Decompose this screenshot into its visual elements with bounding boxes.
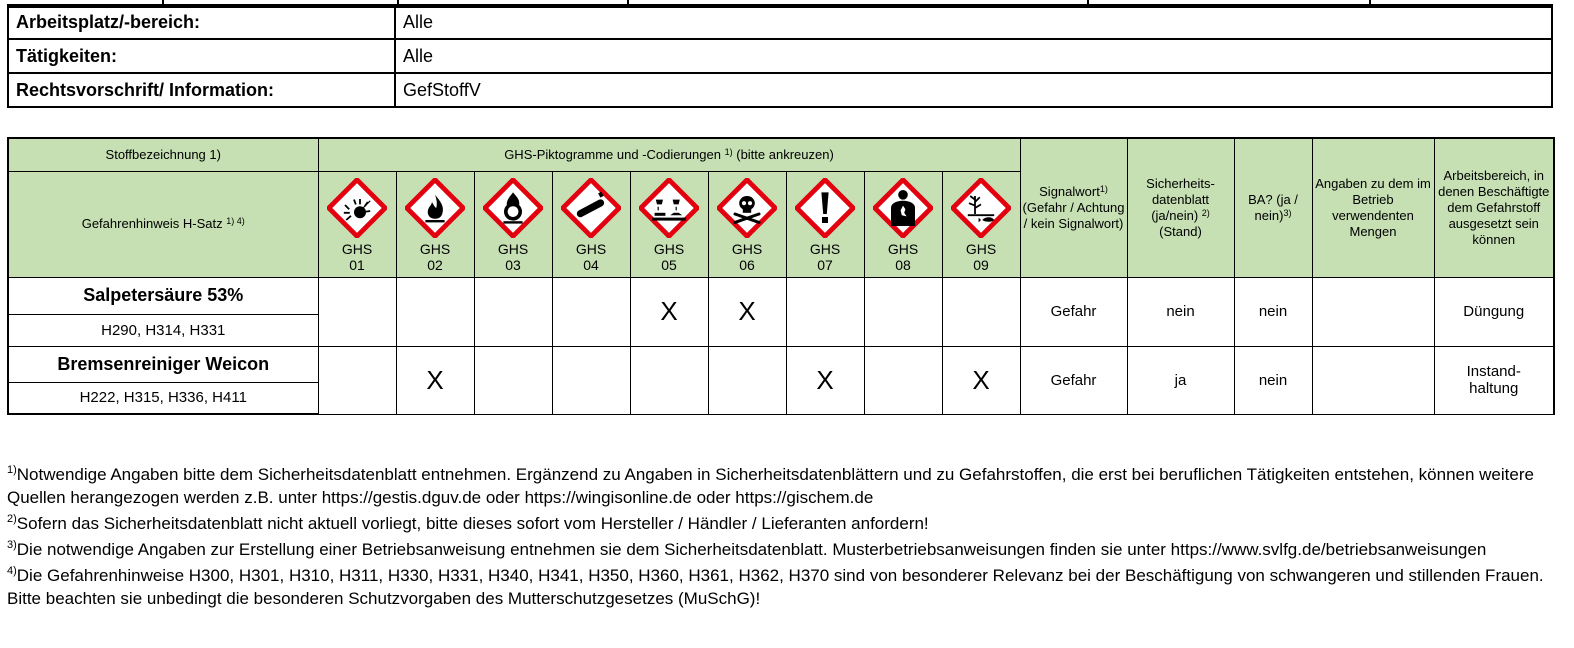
header-gefahrenhinweis: Gefahrenhinweis H-Satz $^{1) 4)}$ — [8, 171, 318, 277]
mengen-cell — [1312, 346, 1434, 414]
sdb-cell: nein — [1127, 277, 1234, 346]
ghs-mark-cell — [318, 346, 396, 414]
flame-icon — [405, 178, 465, 238]
ghs-mark-cell — [396, 277, 474, 346]
substance-table — [7, 137, 1555, 415]
arbeitsbereich-cell: Instand- haltung — [1434, 346, 1554, 414]
info-key: Tätigkeiten: — [8, 39, 395, 73]
info-value: GefStoffV — [395, 73, 1552, 107]
footnote-3: $^{3)}$Die notwendige Angaben zur Erstellung einer Betriebsanweisung entnehmen sie dem Sicherheitsdatenblatt. Musterbetriebsanweisungen finden sie unter https://www.svlfg.de/betriebsanweisungen — [7, 539, 1487, 559]
header-sicherheitsdatenblatt: Sicherheits-datenblatt (ja/nein) $^{2)}$ (Stand) — [1127, 138, 1234, 277]
info-key: Arbeitsplatz/-bereich: — [8, 5, 395, 39]
ghs-mark-cell: X — [786, 346, 864, 414]
info-row-rechtsvorschrift — [8, 73, 1552, 107]
ghs-mark-cell — [786, 277, 864, 346]
environment-icon — [951, 178, 1011, 238]
sdb-cell: ja — [1127, 346, 1234, 414]
signalwort-cell: Gefahr — [1020, 346, 1127, 414]
ghs-mark-cell — [864, 346, 942, 414]
ghs-mark-cell — [708, 346, 786, 414]
ghs-mark-cell — [318, 277, 396, 346]
info-value: Alle — [395, 39, 1552, 73]
header-signalwort: Signalwort$^{1)}$ (Gefahr / Achtung / kein Signalwort) — [1020, 138, 1127, 277]
ghs-mark-cell: X — [708, 277, 786, 346]
ghs-02-header: GHS 02 — [396, 171, 474, 277]
substance-name: Salpetersäure 53% — [8, 277, 318, 314]
ba-cell: nein — [1234, 277, 1312, 346]
info-value: Alle — [395, 5, 1552, 39]
footnote-2: $^{2)}$Sofern das Sicherheitsdatenblatt nicht aktuell vorliegt, bitte dieses sofort vom Hersteller / Händler / Lieferanten anfordern! — [7, 513, 929, 533]
ba-cell: nein — [1234, 346, 1312, 414]
header-arbeitsbereich: Arbeitsbereich, in denen Beschäftigte dem Gefahrstoff ausgesetzt sein können — [1434, 138, 1554, 277]
ghs-mark-cell — [942, 277, 1020, 346]
h-codes: H222, H315, H336, H411 — [8, 382, 318, 414]
table-row — [8, 277, 1554, 314]
ghs-06-header: GHS 06 — [708, 171, 786, 277]
info-row-taetigkeiten — [8, 39, 1552, 73]
ghs-07-header: GHS 07 — [786, 171, 864, 277]
ghs-mark-cell — [474, 346, 552, 414]
gas-cylinder-icon — [561, 178, 621, 238]
ghs-mark-cell: X — [630, 277, 708, 346]
info-table — [7, 4, 1553, 108]
header-ba: BA? (ja / nein)$^{3)}$ — [1234, 138, 1312, 277]
footnotes — [7, 463, 1557, 613]
flame-over-circle-icon — [483, 178, 543, 238]
skull-crossbones-icon — [717, 178, 777, 238]
ghs-03-header: GHS 03 — [474, 171, 552, 277]
table-row — [8, 346, 1554, 382]
ghs-mark-cell: X — [396, 346, 474, 414]
ghs-mark-cell: X — [942, 346, 1020, 414]
substance-name: Bremsenreiniger Weicon — [8, 346, 318, 382]
ghs-mark-cell — [864, 277, 942, 346]
mengen-cell — [1312, 277, 1434, 346]
exclamation-mark-icon — [795, 178, 855, 238]
ghs-01-header: GHS 01 — [318, 171, 396, 277]
ghs-mark-cell — [552, 346, 630, 414]
ghs-08-header: GHS 08 — [864, 171, 942, 277]
arbeitsbereich-cell: Düngung — [1434, 277, 1554, 346]
ghs-05-header: GHS 05 — [630, 171, 708, 277]
corrosion-icon — [639, 178, 699, 238]
footnote-4: $^{4)}$Die Gefahrenhinweise H300, H301, H310, H311, H330, H331, H340, H341, H350, H360, H361, H362, H370 sind von besonderer Relevanz bei der Beschäftigung von schwangeren und stillenden Frauen. Bitte beachten sie unbedingt die besonderen Schutzvorgaben des Mutterschutzgesetzes (MuSchG)! — [7, 565, 1544, 608]
header-stoffbezeichnung: Stoffbezeichnung 1) — [8, 138, 318, 171]
ghs-mark-cell — [552, 277, 630, 346]
exploding-bomb-icon — [327, 178, 387, 238]
header-mengen: Angaben zu dem im Betrieb verwendenten Mengen — [1312, 138, 1434, 277]
ghs-04-header: GHS 04 — [552, 171, 630, 277]
ghs-09-header: GHS 09 — [942, 171, 1020, 277]
footnote-1: $^{1)}$Notwendige Angaben bitte dem Sicherheitsdatenblatt entnehmen. Ergänzend zu Angaben in Sicherheitsdatenblättern und zu Gefahrstoffen, die erst bei beruflichen Tätigkeiten entstehen, können weitere Quellen herangezogen werden z.B. unter https://gestis.dguv.de oder https://wingisonline.de oder https://gischem.de — [7, 464, 1534, 507]
info-row-arbeitsplatz — [8, 5, 1552, 39]
header-ghs-title: GHS-Piktogramme und -Codierungen $^{1)}$ (bitte ankreuzen) — [318, 138, 1020, 171]
info-key: Rechtsvorschrift/ Information: — [8, 73, 395, 107]
ghs-mark-cell — [630, 346, 708, 414]
ghs-mark-cell — [474, 277, 552, 346]
health-hazard-icon — [873, 178, 933, 238]
signalwort-cell: Gefahr — [1020, 277, 1127, 346]
h-codes: H290, H314, H331 — [8, 314, 318, 346]
